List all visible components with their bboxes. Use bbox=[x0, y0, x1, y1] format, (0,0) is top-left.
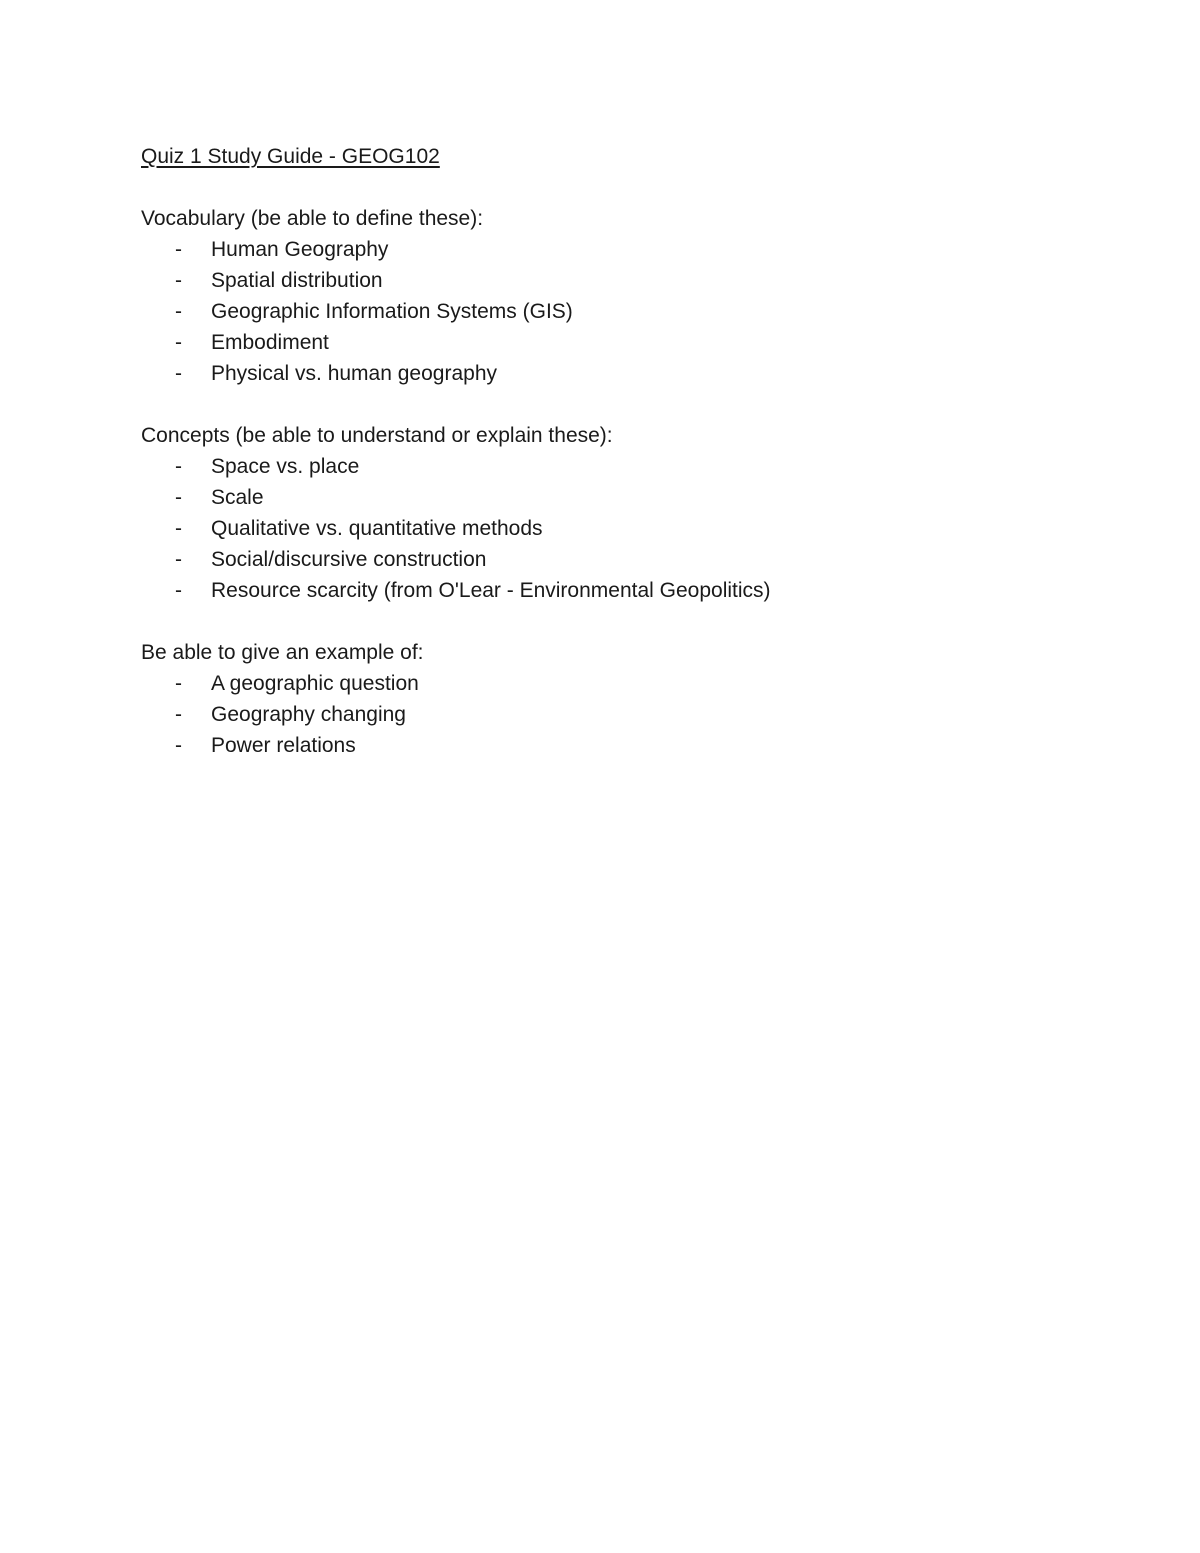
section-heading: Concepts (be able to understand or explain these): bbox=[141, 424, 613, 447]
concepts-section bbox=[141, 420, 1101, 606]
list-item bbox=[141, 730, 1101, 761]
blank-line bbox=[141, 389, 1101, 420]
list-item-text: Human Geography bbox=[211, 238, 389, 261]
list-item bbox=[141, 358, 1101, 389]
list-item-text: Embodiment bbox=[211, 331, 329, 354]
dash-bullet-icon: - bbox=[175, 672, 182, 695]
examples-list bbox=[141, 668, 1101, 761]
section-heading: Be able to give an example of: bbox=[141, 641, 424, 664]
dash-bullet-icon: - bbox=[175, 486, 182, 509]
list-item bbox=[141, 234, 1101, 265]
list-item-text: Spatial distribution bbox=[211, 269, 383, 292]
list-item-text: Resource scarcity (from O'Lear - Environmental Geopolitics) bbox=[211, 579, 771, 602]
list-item-text: A geographic question bbox=[211, 672, 419, 695]
list-item-text: Physical vs. human geography bbox=[211, 362, 497, 385]
dash-bullet-icon: - bbox=[175, 579, 182, 602]
document-content bbox=[141, 141, 1101, 761]
list-item-text: Social/discursive construction bbox=[211, 548, 487, 571]
examples-section bbox=[141, 637, 1101, 761]
dash-bullet-icon: - bbox=[175, 517, 182, 540]
dash-bullet-icon: - bbox=[175, 548, 182, 571]
list-item bbox=[141, 544, 1101, 575]
vocabulary-list bbox=[141, 234, 1101, 389]
list-item-text: Geography changing bbox=[211, 703, 406, 726]
list-item bbox=[141, 296, 1101, 327]
section-heading: Vocabulary (be able to define these): bbox=[141, 207, 484, 230]
dash-bullet-icon: - bbox=[175, 269, 182, 292]
list-item bbox=[141, 513, 1101, 544]
list-item bbox=[141, 451, 1101, 482]
list-item-text: Qualitative vs. quantitative methods bbox=[211, 517, 543, 540]
list-item bbox=[141, 265, 1101, 296]
document-title: Quiz 1 Study Guide - GEOG102 bbox=[141, 145, 440, 168]
dash-bullet-icon: - bbox=[175, 238, 182, 261]
list-item bbox=[141, 575, 1101, 606]
dash-bullet-icon: - bbox=[175, 703, 182, 726]
blank-line bbox=[141, 172, 1101, 203]
list-item bbox=[141, 327, 1101, 358]
list-item bbox=[141, 668, 1101, 699]
vocabulary-section bbox=[141, 203, 1101, 389]
dash-bullet-icon: - bbox=[175, 331, 182, 354]
list-item-text: Geographic Information Systems (GIS) bbox=[211, 300, 573, 323]
dash-bullet-icon: - bbox=[175, 734, 182, 757]
list-item-text: Space vs. place bbox=[211, 455, 360, 478]
list-item-text: Scale bbox=[211, 486, 264, 509]
blank-line bbox=[141, 606, 1101, 637]
list-item-text: Power relations bbox=[211, 734, 356, 757]
concepts-list bbox=[141, 451, 1101, 606]
dash-bullet-icon: - bbox=[175, 455, 182, 478]
dash-bullet-icon: - bbox=[175, 362, 182, 385]
dash-bullet-icon: - bbox=[175, 300, 182, 323]
list-item bbox=[141, 482, 1101, 513]
list-item bbox=[141, 699, 1101, 730]
